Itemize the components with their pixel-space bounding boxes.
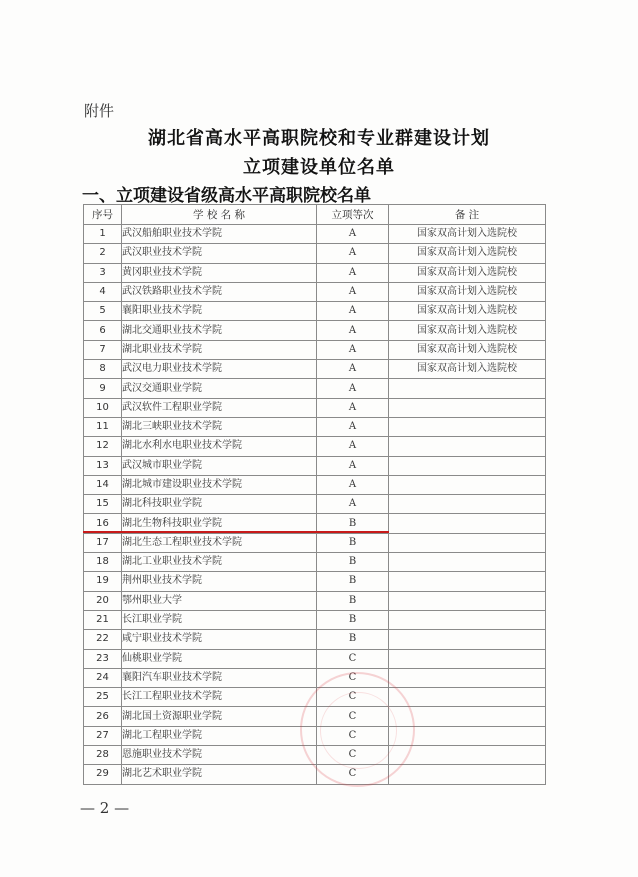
school-name-cell: 恩施职业技术学院 xyxy=(122,746,317,765)
serial-number-cell: 15 xyxy=(84,495,122,514)
remarks-cell xyxy=(389,475,546,494)
school-name-cell: 荆州职业技术学院 xyxy=(122,572,317,591)
official-seal-stamp xyxy=(300,672,415,787)
table-row xyxy=(84,302,546,321)
remarks-cell xyxy=(389,649,546,668)
document-title: 湖北省高水平高职院校和专业群建设计划 xyxy=(148,128,490,149)
table-row xyxy=(84,610,546,629)
remarks-cell xyxy=(389,630,546,649)
school-name-cell: 鄂州职业大学 xyxy=(122,591,317,610)
remarks-cell xyxy=(389,668,546,687)
table-row xyxy=(84,456,546,475)
school-name-cell: 武汉铁路职业技术学院 xyxy=(122,282,317,301)
school-name-cell: 武汉软件工程职业学院 xyxy=(122,398,317,417)
serial-number-cell: 6 xyxy=(84,321,122,340)
remarks-cell xyxy=(389,591,546,610)
school-name-cell: 湖北科技职业学院 xyxy=(122,495,317,514)
serial-number-cell: 17 xyxy=(84,533,122,552)
grade-cell: A xyxy=(317,282,389,301)
serial-number-cell: 25 xyxy=(84,688,122,707)
school-name-cell: 湖北国土资源职业学院 xyxy=(122,707,317,726)
table-header-row xyxy=(84,205,546,225)
grade-cell: A xyxy=(317,302,389,321)
remarks-cell xyxy=(389,533,546,552)
table-row xyxy=(84,437,546,456)
serial-number-cell: 29 xyxy=(84,765,122,784)
grade-cell: A xyxy=(317,360,389,379)
remarks-cell xyxy=(389,572,546,591)
grade-cell: B xyxy=(317,591,389,610)
grade-cell: B xyxy=(317,553,389,572)
grade-cell: A xyxy=(317,495,389,514)
school-name-cell: 湖北生物科技职业学院 xyxy=(122,514,317,533)
grade-cell: B xyxy=(317,610,389,629)
remarks-cell: 国家双高计划入选院校 xyxy=(389,263,546,282)
grade-cell: A xyxy=(317,340,389,359)
remarks-cell xyxy=(389,456,546,475)
remarks-cell: 国家双高计划入选院校 xyxy=(389,321,546,340)
grade-cell: C xyxy=(317,688,389,707)
grade-cell: C xyxy=(317,668,389,687)
table-row xyxy=(84,263,546,282)
school-name-cell: 长江工程职业技术学院 xyxy=(122,688,317,707)
school-name-cell: 武汉职业技术学院 xyxy=(122,244,317,263)
table-row xyxy=(84,417,546,436)
school-name-cell: 襄阳汽车职业技术学院 xyxy=(122,668,317,687)
serial-number-cell: 23 xyxy=(84,649,122,668)
table-row xyxy=(84,591,546,610)
remarks-cell: 国家双高计划入选院校 xyxy=(389,302,546,321)
grade-cell: A xyxy=(317,417,389,436)
serial-number-cell: 16 xyxy=(84,514,122,533)
remarks-cell: 国家双高计划入选院校 xyxy=(389,225,546,244)
seal-inner-ring xyxy=(320,692,397,769)
serial-number-cell: 5 xyxy=(84,302,122,321)
remarks-cell: 国家双高计划入选院校 xyxy=(389,360,546,379)
grade-cell: A xyxy=(317,244,389,263)
serial-number-cell: 3 xyxy=(84,263,122,282)
grade-cell: C xyxy=(317,649,389,668)
serial-number-cell: 1 xyxy=(84,225,122,244)
school-name-cell: 湖北水利水电职业技术学院 xyxy=(122,437,317,456)
table-row xyxy=(84,630,546,649)
grade-cell: A xyxy=(317,456,389,475)
serial-number-cell: 10 xyxy=(84,398,122,417)
school-name-cell: 黄冈职业技术学院 xyxy=(122,263,317,282)
serial-number-cell: 18 xyxy=(84,553,122,572)
remarks-cell xyxy=(389,417,546,436)
table-row xyxy=(84,649,546,668)
remarks-cell: 国家双高计划入选院校 xyxy=(389,244,546,263)
grade-cell: B xyxy=(317,630,389,649)
grade-cell: A xyxy=(317,263,389,282)
school-name-cell: 武汉城市职业学院 xyxy=(122,456,317,475)
school-name-cell: 湖北生态工程职业技术学院 xyxy=(122,533,317,552)
remarks-cell: 国家双高计划入选院校 xyxy=(389,282,546,301)
header-grade: 立项等次 xyxy=(317,205,389,225)
school-name-cell: 武汉电力职业技术学院 xyxy=(122,360,317,379)
table-row xyxy=(84,475,546,494)
section-heading: 一、立项建设省级高水平高职院校名单 xyxy=(82,186,371,206)
serial-number-cell: 12 xyxy=(84,437,122,456)
table-row xyxy=(84,379,546,398)
table-row xyxy=(84,668,546,687)
remarks-cell xyxy=(389,437,546,456)
grade-cell: A xyxy=(317,398,389,417)
table-row xyxy=(84,340,546,359)
remarks-cell xyxy=(389,495,546,514)
document-subtitle: 立项建设单位名单 xyxy=(243,157,395,178)
remarks-cell xyxy=(389,379,546,398)
school-name-cell: 武汉交通职业学院 xyxy=(122,379,317,398)
school-name-cell: 湖北职业技术学院 xyxy=(122,340,317,359)
table-row xyxy=(84,533,546,552)
header-remarks: 备 注 xyxy=(389,205,546,225)
grade-cell: B xyxy=(317,514,389,533)
grade-cell: C xyxy=(317,746,389,765)
serial-number-cell: 14 xyxy=(84,475,122,494)
school-name-cell: 湖北城市建设职业技术学院 xyxy=(122,475,317,494)
serial-number-cell: 21 xyxy=(84,610,122,629)
serial-number-cell: 4 xyxy=(84,282,122,301)
remarks-cell xyxy=(389,398,546,417)
remarks-cell xyxy=(389,553,546,572)
serial-number-cell: 13 xyxy=(84,456,122,475)
serial-number-cell: 19 xyxy=(84,572,122,591)
serial-number-cell: 28 xyxy=(84,746,122,765)
school-name-cell: 湖北工业职业技术学院 xyxy=(122,553,317,572)
school-name-cell: 长江职业学院 xyxy=(122,610,317,629)
remarks-cell xyxy=(389,688,546,707)
school-name-cell: 湖北艺术职业学院 xyxy=(122,765,317,784)
table-row xyxy=(84,225,546,244)
table-row xyxy=(84,495,546,514)
serial-number-cell: 9 xyxy=(84,379,122,398)
grade-cell: C xyxy=(317,707,389,726)
red-underline-mark xyxy=(83,531,389,533)
serial-number-cell: 22 xyxy=(84,630,122,649)
grade-cell: A xyxy=(317,321,389,340)
table-row xyxy=(84,572,546,591)
table-row xyxy=(84,553,546,572)
serial-number-cell: 7 xyxy=(84,340,122,359)
school-name-cell: 仙桃职业学院 xyxy=(122,649,317,668)
school-name-cell: 武汉船舶职业技术学院 xyxy=(122,225,317,244)
grade-cell: A xyxy=(317,437,389,456)
school-name-cell: 湖北交通职业技术学院 xyxy=(122,321,317,340)
grade-cell: B xyxy=(317,572,389,591)
remarks-cell: 国家双高计划入选院校 xyxy=(389,340,546,359)
serial-number-cell: 20 xyxy=(84,591,122,610)
serial-number-cell: 24 xyxy=(84,668,122,687)
school-name-cell: 湖北工程职业学院 xyxy=(122,726,317,745)
attachment-label: 附件 xyxy=(84,102,115,120)
table-row xyxy=(84,321,546,340)
table-row xyxy=(84,360,546,379)
grade-cell: A xyxy=(317,475,389,494)
remarks-cell xyxy=(389,610,546,629)
remarks-cell xyxy=(389,765,546,784)
page-number: — 2 — xyxy=(80,799,130,817)
serial-number-cell: 26 xyxy=(84,707,122,726)
header-school-name: 学 校 名 称 xyxy=(122,205,317,225)
grade-cell: C xyxy=(317,726,389,745)
table-row xyxy=(84,244,546,263)
remarks-cell xyxy=(389,514,546,533)
grade-cell: C xyxy=(317,765,389,784)
serial-number-cell: 8 xyxy=(84,360,122,379)
grade-cell: A xyxy=(317,225,389,244)
grade-cell: B xyxy=(317,533,389,552)
serial-number-cell: 11 xyxy=(84,417,122,436)
header-serial-number: 序号 xyxy=(84,205,122,225)
table-row xyxy=(84,282,546,301)
serial-number-cell: 2 xyxy=(84,244,122,263)
school-name-cell: 湖北三峡职业技术学院 xyxy=(122,417,317,436)
school-name-cell: 咸宁职业技术学院 xyxy=(122,630,317,649)
school-name-cell: 襄阳职业技术学院 xyxy=(122,302,317,321)
remarks-cell xyxy=(389,746,546,765)
serial-number-cell: 27 xyxy=(84,726,122,745)
grade-cell: A xyxy=(317,379,389,398)
table-row xyxy=(84,398,546,417)
